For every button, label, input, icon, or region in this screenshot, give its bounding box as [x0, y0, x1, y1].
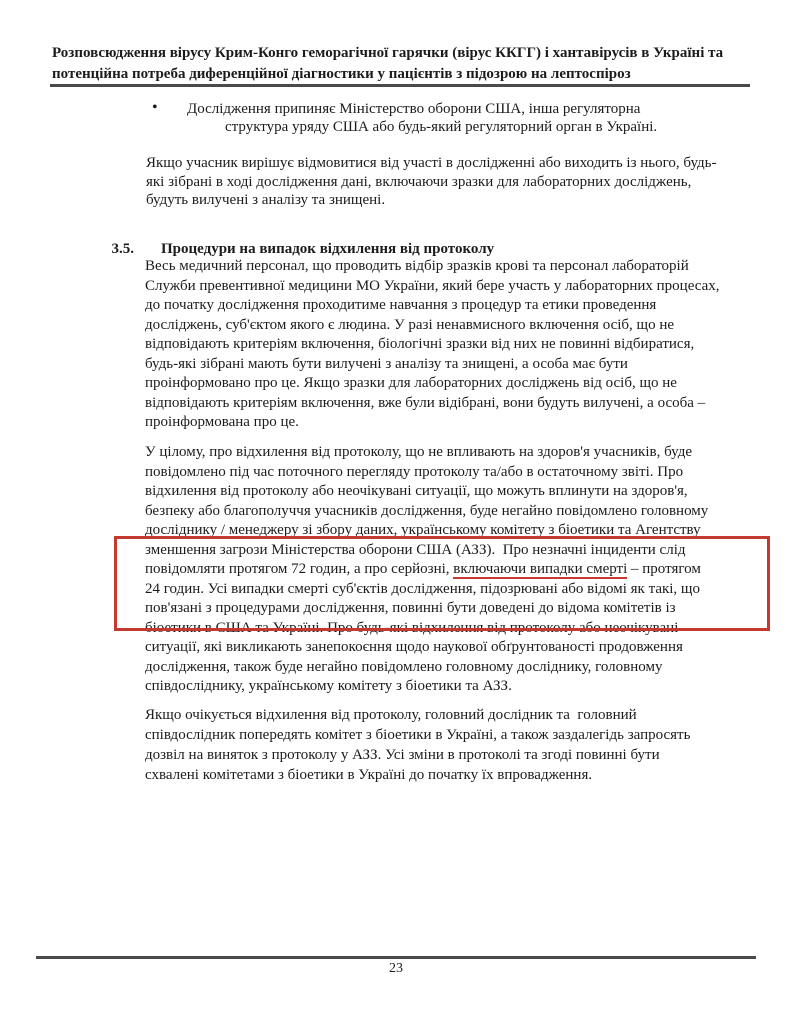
- text-segment: – протягом: [627, 561, 701, 577]
- text-line: дозвіл на виняток з протоколу у АЗЗ. Усі зміни в протоколі та згоді повинні бути: [145, 747, 660, 763]
- text-line: проінформовано про це. Якщо зразки для лабораторних досліджень від осіб, що не: [145, 375, 677, 391]
- text-line: біоетики в США та Україні. Про будь-які відхилення від протоколу або неочікувані: [145, 619, 679, 636]
- section-title: Процедури на випадок відхилення від протоколу: [161, 241, 495, 257]
- page-number: 23: [389, 961, 403, 976]
- text-line: досліднику / менеджеру зі збору даних, українському комітету з біоетики та Агентству: [145, 522, 701, 538]
- paragraph-training: [145, 257, 720, 433]
- bullet-line: Дослідження припиняє Міністерство оборони США, інша регуляторна: [187, 101, 641, 117]
- footer-rule: [36, 956, 756, 959]
- text-line: пов'язані з процедурами дослідження, повинні бути доведені до відома комітетів із: [145, 600, 676, 616]
- text-line: дослідження, також буде негайно повідомлено головному досліднику, головному: [145, 658, 663, 675]
- text-line: співдослідник попередять комітет з біоетики в Україні, а також заздалегідь запросять: [145, 727, 691, 743]
- text-line: досліджень, суб'єктом якого є людина. У разі ненавмисного включення осіб, що не: [145, 316, 675, 333]
- header-title-line-2: потенційна потреба диференційної діагностики у пацієнтів з підозрою на лептоспіроз: [52, 65, 631, 82]
- text-line: У цілому, про відхилення від протоколу, що не впливають на здоров'я учасників, буде: [145, 444, 692, 460]
- text-line: ситуації, які викликають занепокоєння щодо наукової обґрунтованості продовження: [145, 639, 683, 655]
- text-line: які зібрані в ході дослідження дані, включаючи зразки для лабораторних досліджень,: [146, 173, 692, 190]
- text-line: до початку дослідження проходитиме навчання з процедур та етики проведення: [145, 297, 657, 313]
- text-line-with-underline: [145, 560, 708, 580]
- bullet-icon: •: [152, 99, 158, 116]
- text-line: зменшення загрози Міністерства оборони США (АЗЗ). Про незначні інциденти слід: [145, 541, 686, 558]
- text-line: Весь медичний персонал, що проводить відбір зразків крові та персонал лабораторій: [145, 258, 689, 274]
- underlined-phrase: включаючи випадки смерті: [453, 561, 628, 577]
- bullet-line: структура уряду США або будь-який регуляторний орган в Україні.: [225, 119, 658, 135]
- text-line: співдосліднику, українському комітету з біоетики та АЗЗ.: [145, 678, 512, 694]
- section-heading: [104, 224, 494, 258]
- text-line: відхилення від протоколу або неочікувані ситуації, що можуть вплинути на здоров'я,: [145, 483, 688, 499]
- text-line: безпеку або благополуччя учасників дослідження, буде негайно повідомлено головному: [145, 502, 709, 519]
- text-line: будь-які зібрані мають бути вилучені з аналізу та знищені, а особа має бути: [145, 355, 628, 372]
- paragraph-expected-deviation: [145, 705, 690, 785]
- paragraph-deviation: [145, 443, 708, 697]
- text-line: проінформована про це.: [145, 414, 299, 430]
- text-line: будуть вилучені з аналізу та знищені.: [146, 192, 386, 208]
- text-segment: повідомляти протягом 72 годин, а про серйозні,: [145, 561, 454, 577]
- text-line: повідомлено під час поточного перегляду протоколу та/або в остаточному звіті. Про: [145, 463, 684, 480]
- paragraph-withdrawal: [146, 154, 717, 210]
- section-number: 3.5.: [111, 241, 134, 257]
- text-line: схвалені комітетами з біоетики в Україні до початку їх впровадження.: [145, 767, 593, 783]
- text-line: відповідають критеріям включення, вже були відібрані, вони будуть вилучені, а особа –: [145, 394, 706, 411]
- bullet-item: [152, 100, 657, 136]
- text-line: відповідають критеріям включення, біологічні зразки від них не повинні відбиратися,: [145, 336, 695, 352]
- text-line: Якщо учасник вирішує відмовитися від участі в дослідженні або виходить із нього, будь-: [146, 155, 717, 171]
- header-title-line-1: Розповсюдження вірусу Крим-Конго геморагічної гарячки (вірус ККГГ) і хантавірусів в Україні та: [52, 45, 724, 61]
- header-rule: [50, 84, 750, 87]
- text-line: 24 годин. Усі випадки смерті суб'єктів дослідження, підозрювані або відомі як такі, що: [145, 580, 700, 597]
- text-line: Служби превентивної медицини МО України, який бере участь у лабораторних процесах,: [145, 277, 720, 294]
- document-header: [52, 43, 723, 84]
- text-line: Якщо очікується відхилення від протоколу, головний дослідник та головний: [145, 707, 637, 723]
